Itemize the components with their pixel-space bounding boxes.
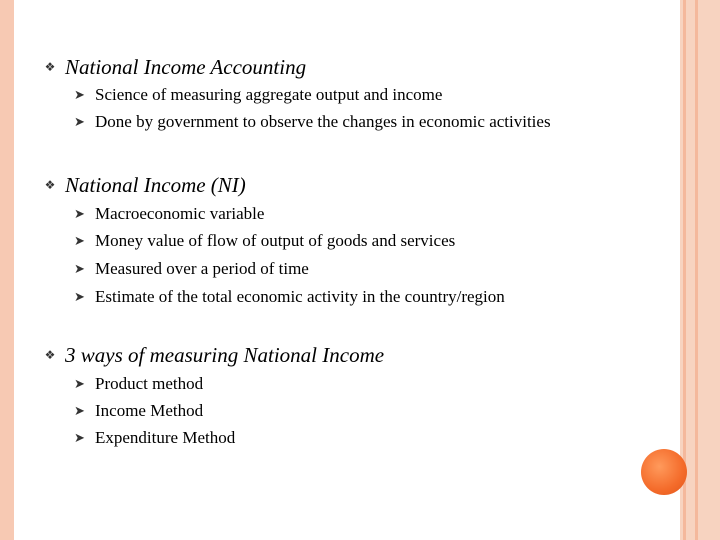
heading-text: 3 ways of measuring National Income	[65, 342, 385, 367]
bullet-item	[74, 398, 203, 424]
section-heading	[40, 52, 306, 82]
bullet-item	[74, 228, 455, 254]
arrow-bullet-icon: ➤	[74, 289, 85, 305]
bullet-item	[74, 284, 505, 310]
diamond-bullet-icon: ❖	[44, 178, 56, 192]
arrow-bullet-icon: ➤	[74, 114, 85, 130]
section-heading	[40, 340, 384, 370]
bullet-text: Income Method	[95, 401, 204, 420]
bullet-text: Science of measuring aggregate output and income	[95, 85, 443, 104]
heading-text: National Income Accounting	[65, 54, 307, 79]
bullet-item	[74, 201, 264, 227]
bullet-text: Measured over a period of time	[95, 259, 309, 278]
diamond-bullet-icon: ❖	[44, 348, 56, 362]
bullet-text: Product method	[95, 374, 204, 393]
bullet-text: Money value of flow of output of goods and services	[95, 231, 456, 250]
arrow-bullet-icon: ➤	[74, 261, 85, 277]
left-border-strip	[0, 0, 14, 540]
arrow-bullet-icon: ➤	[74, 403, 85, 419]
diamond-bullet-icon: ❖	[44, 60, 56, 74]
right-border-line-inner	[695, 0, 698, 540]
section-heading	[40, 170, 246, 200]
arrow-bullet-icon: ➤	[74, 376, 85, 392]
arrow-bullet-icon: ➤	[74, 87, 85, 103]
bullet-item	[74, 256, 309, 282]
right-border-band	[680, 0, 720, 540]
arrow-bullet-icon: ➤	[74, 233, 85, 249]
bullet-item	[74, 425, 235, 451]
bullet-text: Done by government to observe the changes in economic activities	[95, 112, 551, 131]
heading-text: National Income (NI)	[65, 172, 246, 197]
arrow-bullet-icon: ➤	[74, 206, 85, 222]
bullet-item	[74, 82, 442, 108]
bullet-item	[74, 109, 551, 135]
slide-content	[40, 0, 640, 540]
arrow-bullet-icon: ➤	[74, 430, 85, 446]
bullet-text: Expenditure Method	[95, 428, 236, 447]
orange-circle-decoration	[641, 449, 687, 495]
bullet-item	[74, 371, 203, 397]
bullet-text: Estimate of the total economic activity in the country/region	[95, 287, 505, 306]
bullet-text: Macroeconomic variable	[95, 204, 265, 223]
